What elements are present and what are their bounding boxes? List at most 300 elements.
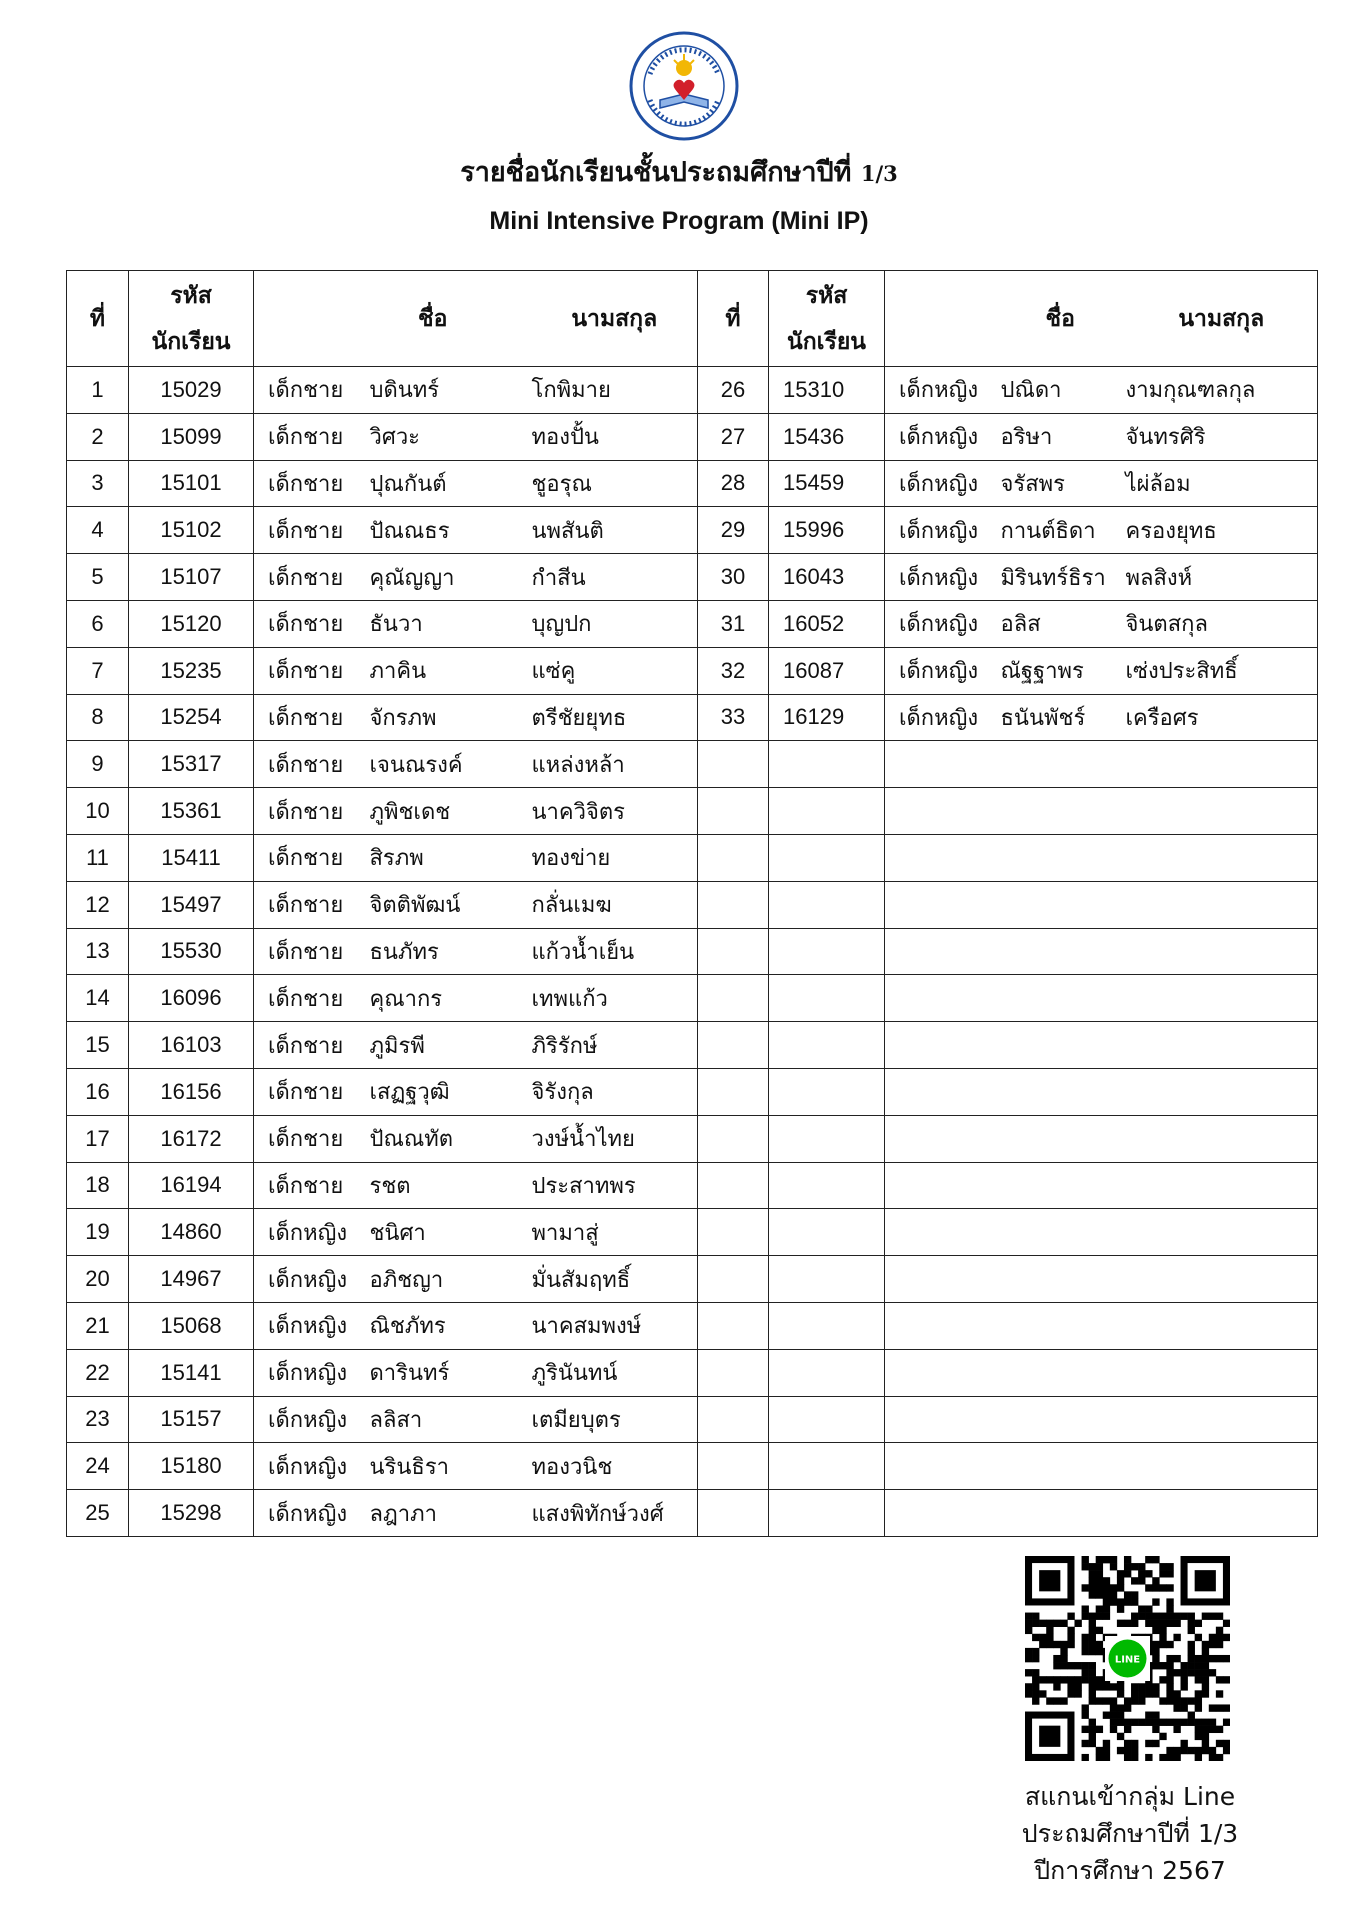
qr-finder-center	[1195, 1570, 1216, 1591]
qr-module	[1124, 1570, 1131, 1577]
row-number-right: 27	[698, 413, 769, 460]
qr-module	[1096, 1641, 1103, 1648]
name-prefix-right: เด็กหญิง	[885, 507, 1001, 554]
row-number-right: 30	[698, 554, 769, 601]
qr-module	[1067, 1683, 1074, 1690]
name-prefix-left: เด็กหญิง	[254, 1209, 370, 1256]
row-number-right: 26	[698, 367, 769, 414]
qr-module	[1181, 1669, 1188, 1676]
qr-module	[1124, 1747, 1131, 1754]
qr-module	[1074, 1620, 1081, 1627]
row-number-right	[698, 1302, 769, 1349]
first-name-right	[1001, 1349, 1126, 1396]
student-id-right: 15459	[769, 460, 885, 507]
student-id-left: 15120	[129, 600, 254, 647]
table-row	[67, 1302, 1318, 1349]
qr-finder-center	[1039, 1570, 1060, 1591]
qr-module	[1096, 1726, 1103, 1733]
qr-module	[1131, 1613, 1138, 1620]
qr-module	[1166, 1690, 1173, 1697]
last-name-left: วงษ์น้ำไทย	[532, 1115, 698, 1162]
qr-module	[1159, 1634, 1166, 1641]
row-number-left: 9	[67, 741, 129, 788]
table-row	[67, 788, 1318, 835]
table-row	[67, 881, 1318, 928]
qr-module	[1053, 1620, 1060, 1627]
qr-module	[1096, 1648, 1103, 1655]
student-id-left: 16096	[129, 975, 254, 1022]
student-id-right	[769, 1490, 885, 1537]
name-prefix-right: เด็กหญิง	[885, 413, 1001, 460]
qr-module	[1039, 1620, 1046, 1627]
qr-module	[1138, 1563, 1145, 1570]
qr-module	[1145, 1556, 1152, 1563]
name-prefix-right	[885, 881, 1001, 928]
student-id-left: 16194	[129, 1162, 254, 1209]
qr-module	[1060, 1620, 1067, 1627]
row-number-left: 25	[67, 1490, 129, 1537]
qr-module	[1124, 1620, 1131, 1627]
row-number-left: 20	[67, 1256, 129, 1303]
name-prefix-right	[885, 975, 1001, 1022]
qr-module	[1089, 1584, 1096, 1591]
header-id-line2: นักเรียน	[151, 327, 231, 355]
first-name-left: ปัณณทัต	[370, 1115, 532, 1162]
student-id-left: 16103	[129, 1022, 254, 1069]
row-number-right	[698, 788, 769, 835]
qr-module	[1082, 1634, 1089, 1641]
qr-module	[1138, 1697, 1145, 1704]
qr-module	[1117, 1620, 1124, 1627]
qr-module	[1082, 1740, 1089, 1747]
qr-module	[1124, 1591, 1131, 1598]
qr-module	[1039, 1641, 1046, 1648]
qr-module	[1103, 1577, 1110, 1584]
last-name-left: ชูอรุณ	[532, 460, 698, 507]
qr-module	[1060, 1662, 1067, 1669]
qr-module	[1089, 1577, 1096, 1584]
last-name-left: นาควิจิตร	[532, 788, 698, 835]
qr-module	[1223, 1747, 1230, 1754]
table-row	[67, 600, 1318, 647]
last-name-right	[1126, 1209, 1318, 1256]
name-prefix-right	[885, 741, 1001, 788]
qr-module	[1032, 1690, 1039, 1697]
first-name-right	[1001, 834, 1126, 881]
header-id-line1: รหัส	[170, 281, 212, 309]
student-id-left: 15102	[129, 507, 254, 554]
qr-module	[1096, 1584, 1103, 1591]
qr-module	[1117, 1704, 1124, 1711]
line-badge-text: LINE	[1114, 1654, 1141, 1666]
qr-module	[1103, 1754, 1110, 1761]
qr-module	[1159, 1570, 1166, 1577]
qr-module	[1082, 1613, 1089, 1620]
qr-module	[1152, 1690, 1159, 1697]
last-name-left: กลั่นเมฆ	[532, 881, 698, 928]
last-name-right	[1126, 1349, 1318, 1396]
name-prefix-left: เด็กชาย	[254, 1115, 370, 1162]
qr-module	[1060, 1697, 1067, 1704]
table-row	[67, 928, 1318, 975]
header-first-name-text: ชื่อ	[1045, 304, 1075, 332]
table-row	[67, 1022, 1318, 1069]
qr-module	[1124, 1754, 1131, 1761]
qr-module	[1209, 1719, 1216, 1726]
qr-module	[1223, 1634, 1230, 1641]
first-name-left: นรินธิรา	[370, 1443, 532, 1490]
qr-module	[1089, 1676, 1096, 1683]
qr-module	[1067, 1690, 1074, 1697]
qr-module	[1117, 1747, 1124, 1754]
last-name-right	[1126, 1302, 1318, 1349]
row-number-right	[698, 1209, 769, 1256]
last-name-left: นพสันติ	[532, 507, 698, 554]
row-number-right	[698, 1162, 769, 1209]
last-name-left: บุญปก	[532, 600, 698, 647]
student-id-right	[769, 834, 885, 881]
qr-module	[1216, 1676, 1223, 1683]
row-number-left: 10	[67, 788, 129, 835]
qr-module	[1159, 1620, 1166, 1627]
qr-module	[1089, 1591, 1096, 1598]
qr-module	[1124, 1697, 1131, 1704]
last-name-right	[1126, 1443, 1318, 1490]
qr-module	[1089, 1570, 1096, 1577]
first-name-left: ณิชภัทร	[370, 1302, 532, 1349]
qr-module	[1046, 1641, 1053, 1648]
qr-module	[1188, 1747, 1195, 1754]
row-number-right	[698, 1256, 769, 1303]
last-name-left: จิรังกุล	[532, 1068, 698, 1115]
qr-caption-line1: สแกนเข้ากลุ่ม Line	[1024, 1782, 1236, 1811]
qr-module	[1060, 1648, 1067, 1655]
qr-module	[1117, 1584, 1124, 1591]
qr-module	[1032, 1648, 1039, 1655]
row-number-left: 21	[67, 1302, 129, 1349]
qr-module	[1159, 1641, 1166, 1648]
student-id-left: 15099	[129, 413, 254, 460]
name-prefix-right	[885, 1490, 1001, 1537]
qr-module	[1053, 1683, 1060, 1690]
qr-module	[1166, 1669, 1173, 1676]
last-name-left: แก้วน้ำเย็น	[532, 928, 698, 975]
qr-module	[1152, 1641, 1159, 1648]
row-number-right: 28	[698, 460, 769, 507]
last-name-left: กำสีน	[532, 554, 698, 601]
qr-module	[1138, 1719, 1145, 1726]
qr-module	[1181, 1704, 1188, 1711]
qr-module	[1209, 1747, 1216, 1754]
qr-module	[1110, 1563, 1117, 1570]
qr-module	[1103, 1584, 1110, 1591]
table-row	[67, 834, 1318, 881]
first-name-right	[1001, 975, 1126, 1022]
qr-module	[1089, 1648, 1096, 1655]
qr-module	[1067, 1634, 1074, 1641]
row-number-right	[698, 928, 769, 975]
qr-module	[1089, 1733, 1096, 1740]
qr-module	[1089, 1690, 1096, 1697]
qr-module	[1195, 1726, 1202, 1733]
qr-module	[1152, 1627, 1159, 1634]
table-row	[67, 741, 1318, 788]
first-name-right	[1001, 1256, 1126, 1303]
row-number-right	[698, 975, 769, 1022]
qr-module	[1131, 1598, 1138, 1605]
qr-module	[1110, 1591, 1117, 1598]
last-name-right	[1126, 975, 1318, 1022]
qr-module	[1124, 1556, 1131, 1563]
qr-module	[1025, 1620, 1032, 1627]
table-row	[67, 413, 1318, 460]
qr-module	[1166, 1641, 1173, 1648]
student-id-right	[769, 788, 885, 835]
name-prefix-left: เด็กชาย	[254, 507, 370, 554]
qr-module	[1145, 1570, 1152, 1577]
row-number-left: 7	[67, 647, 129, 694]
qr-module	[1188, 1648, 1195, 1655]
qr-module	[1173, 1634, 1180, 1641]
qr-module	[1110, 1697, 1117, 1704]
header-no-right: ที่	[698, 271, 769, 367]
row-number-left: 15	[67, 1022, 129, 1069]
qr-module	[1089, 1627, 1096, 1634]
qr-module	[1096, 1754, 1103, 1761]
first-name-left: ธนภัทร	[370, 928, 532, 975]
name-prefix-right	[885, 928, 1001, 975]
qr-module	[1110, 1704, 1117, 1711]
last-name-right: งามกุณฑลกุล	[1126, 367, 1318, 414]
name-prefix-left: เด็กหญิง	[254, 1490, 370, 1537]
qr-module	[1096, 1676, 1103, 1683]
first-name-left: ปัณณธร	[370, 507, 532, 554]
qr-module	[1039, 1676, 1046, 1683]
first-name-left: คุณากร	[370, 975, 532, 1022]
qr-module	[1209, 1655, 1216, 1662]
row-number-left: 1	[67, 367, 129, 414]
qr-module	[1082, 1605, 1089, 1612]
qr-module	[1173, 1655, 1180, 1662]
name-prefix-left: เด็กชาย	[254, 788, 370, 835]
table-row	[67, 1490, 1318, 1537]
row-number-right	[698, 1022, 769, 1069]
qr-module	[1152, 1598, 1159, 1605]
student-id-right	[769, 1022, 885, 1069]
qr-module	[1074, 1676, 1081, 1683]
row-number-right: 29	[698, 507, 769, 554]
qr-module	[1202, 1726, 1209, 1733]
row-number-left: 4	[67, 507, 129, 554]
qr-module	[1096, 1627, 1103, 1634]
row-number-left: 6	[67, 600, 129, 647]
qr-module	[1124, 1726, 1131, 1733]
qr-module	[1195, 1655, 1202, 1662]
first-name-left: เสฏฐวุฒิ	[370, 1068, 532, 1115]
name-prefix-right: เด็กหญิง	[885, 647, 1001, 694]
last-name-right	[1126, 1256, 1318, 1303]
qr-module	[1223, 1704, 1230, 1711]
qr-module	[1145, 1719, 1152, 1726]
qr-module	[1152, 1648, 1159, 1655]
qr-module	[1082, 1704, 1089, 1711]
name-prefix-right: เด็กหญิง	[885, 460, 1001, 507]
qr-module	[1145, 1712, 1152, 1719]
qr-module	[1117, 1719, 1124, 1726]
last-name-left: แหล่งหล้า	[532, 741, 698, 788]
qr-module	[1166, 1598, 1173, 1605]
qr-module	[1188, 1620, 1195, 1627]
qr-module	[1110, 1556, 1117, 1563]
qr-module	[1138, 1577, 1145, 1584]
row-number-right	[698, 1396, 769, 1443]
qr-module	[1173, 1719, 1180, 1726]
qr-module	[1131, 1697, 1138, 1704]
name-prefix-right	[885, 1302, 1001, 1349]
qr-module	[1202, 1641, 1209, 1648]
last-name-left: ประสาทพร	[532, 1162, 698, 1209]
qr-module	[1053, 1676, 1060, 1683]
qr-module	[1124, 1740, 1131, 1747]
student-id-left: 15235	[129, 647, 254, 694]
qr-module	[1138, 1605, 1145, 1612]
row-number-right: 32	[698, 647, 769, 694]
student-id-right	[769, 881, 885, 928]
qr-module	[1074, 1662, 1081, 1669]
qr-module	[1209, 1754, 1216, 1761]
header-first-name-text: ชื่อ	[418, 304, 448, 332]
qr-module	[1117, 1712, 1124, 1719]
qr-module	[1195, 1754, 1202, 1761]
qr-module	[1181, 1747, 1188, 1754]
qr-module	[1145, 1754, 1152, 1761]
header-student-id-left	[129, 271, 254, 367]
student-id-left: 15101	[129, 460, 254, 507]
student-id-right	[769, 1068, 885, 1115]
qr-module	[1089, 1740, 1096, 1747]
qr-module	[1216, 1704, 1223, 1711]
qr-module	[1124, 1719, 1131, 1726]
qr-module	[1082, 1669, 1089, 1676]
qr-module	[1039, 1634, 1046, 1641]
qr-module	[1096, 1697, 1103, 1704]
student-id-right	[769, 975, 885, 1022]
header-student-id-right	[769, 271, 885, 367]
row-number-left: 23	[67, 1396, 129, 1443]
qr-module	[1166, 1754, 1173, 1761]
qr-module	[1089, 1620, 1096, 1627]
first-name-right	[1001, 1490, 1126, 1537]
qr-module	[1103, 1683, 1110, 1690]
qr-module	[1082, 1676, 1089, 1683]
qr-module	[1166, 1697, 1173, 1704]
row-number-left: 3	[67, 460, 129, 507]
qr-module	[1025, 1669, 1032, 1676]
row-number-right	[698, 741, 769, 788]
qr-module	[1082, 1648, 1089, 1655]
first-name-left: อภิชญา	[370, 1256, 532, 1303]
qr-module	[1145, 1613, 1152, 1620]
last-name-right	[1126, 1162, 1318, 1209]
qr-module	[1117, 1598, 1124, 1605]
table-row	[67, 1256, 1318, 1303]
last-name-left: ภูรินันทน์	[532, 1349, 698, 1396]
qr-module	[1166, 1655, 1173, 1662]
qr-module	[1159, 1584, 1166, 1591]
qr-module	[1202, 1733, 1209, 1740]
first-name-right	[1001, 1022, 1126, 1069]
qr-module	[1188, 1655, 1195, 1662]
qr-module	[1131, 1620, 1138, 1627]
qr-module	[1223, 1740, 1230, 1747]
last-name-left: ทองปั้น	[532, 413, 698, 460]
student-id-left: 15107	[129, 554, 254, 601]
qr-module	[1046, 1697, 1053, 1704]
qr-module	[1089, 1719, 1096, 1726]
header-no-left: ที่	[67, 271, 129, 367]
qr-module	[1103, 1556, 1110, 1563]
name-prefix-right	[885, 1022, 1001, 1069]
name-prefix-left: เด็กชาย	[254, 834, 370, 881]
qr-module	[1195, 1620, 1202, 1627]
name-prefix-right: เด็กหญิง	[885, 600, 1001, 647]
qr-module	[1216, 1726, 1223, 1733]
last-name-left: เทพแก้ว	[532, 975, 698, 1022]
name-prefix-left: เด็กชาย	[254, 367, 370, 414]
qr-module	[1025, 1683, 1032, 1690]
name-prefix-left: เด็กหญิง	[254, 1349, 370, 1396]
qr-module	[1046, 1620, 1053, 1627]
last-name-right	[1126, 741, 1318, 788]
qr-module	[1145, 1584, 1152, 1591]
qr-module	[1089, 1613, 1096, 1620]
first-name-right	[1001, 881, 1126, 928]
qr-module	[1166, 1662, 1173, 1669]
first-name-right	[1001, 1115, 1126, 1162]
last-name-right: ครองยุทธ	[1126, 507, 1318, 554]
first-name-left: รชต	[370, 1162, 532, 1209]
qr-module	[1124, 1563, 1131, 1570]
qr-caption-line2: ประถมศึกษาปีที่ 1/3	[1021, 1819, 1239, 1848]
row-number-left: 17	[67, 1115, 129, 1162]
first-name-right	[1001, 928, 1126, 975]
student-id-left: 16156	[129, 1068, 254, 1115]
student-id-right: 15436	[769, 413, 885, 460]
qr-module	[1025, 1648, 1032, 1655]
qr-module	[1046, 1634, 1053, 1641]
qr-module	[1209, 1704, 1216, 1711]
student-id-right	[769, 1349, 885, 1396]
row-number-right	[698, 834, 769, 881]
qr-module	[1166, 1613, 1173, 1620]
qr-module	[1195, 1676, 1202, 1683]
qr-module	[1082, 1641, 1089, 1648]
student-id-right	[769, 1396, 885, 1443]
student-id-right	[769, 1115, 885, 1162]
last-name-right	[1126, 881, 1318, 928]
table-row	[67, 1349, 1318, 1396]
qr-module	[1173, 1754, 1180, 1761]
first-name-left: สิรภพ	[370, 834, 532, 881]
qr-module	[1173, 1669, 1180, 1676]
qr-module	[1188, 1627, 1195, 1634]
student-id-left: 15141	[129, 1349, 254, 1396]
qr-module	[1131, 1690, 1138, 1697]
qr-module	[1096, 1577, 1103, 1584]
qr-module	[1053, 1662, 1060, 1669]
name-prefix-right: เด็กหญิง	[885, 694, 1001, 741]
qr-module	[1096, 1591, 1103, 1598]
